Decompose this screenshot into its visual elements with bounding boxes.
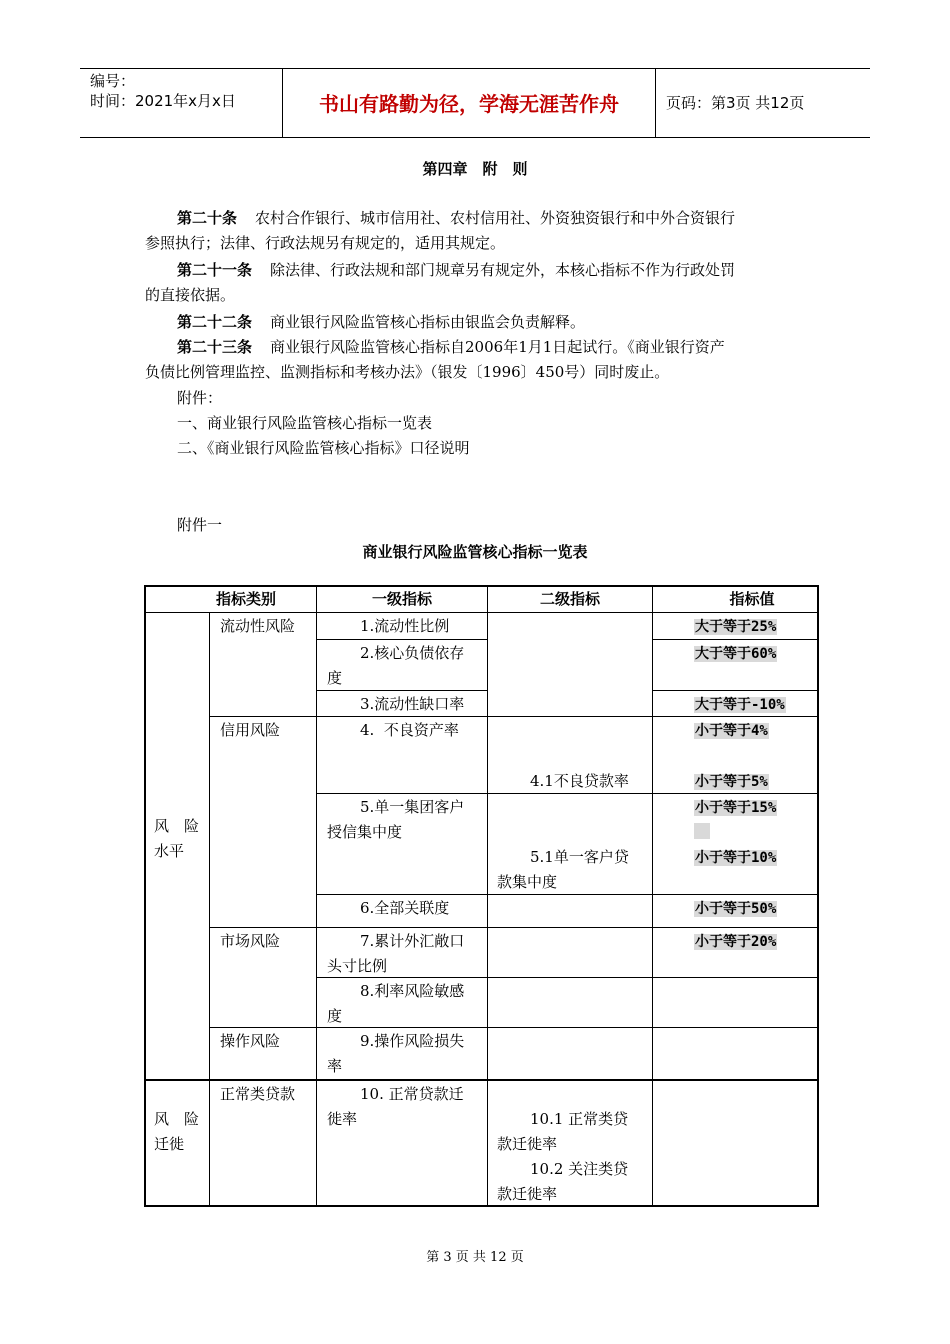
level1-line: 8.利率风险敏感 <box>360 982 465 1000</box>
chapter-title: 第四章 附 则 <box>422 160 528 178</box>
article-20 <box>145 206 817 256</box>
value-text: 小于等于10% <box>695 850 777 866</box>
level1-line: 头寸比例 <box>327 957 388 975</box>
article-number: 第二十条 <box>177 209 238 227</box>
value-text: 大于等于-10% <box>695 697 785 713</box>
group-label-line: 风 险 <box>154 817 200 835</box>
indicator-value <box>694 929 777 955</box>
header-value: 指标值 <box>729 590 775 608</box>
group-risk-level <box>154 814 206 864</box>
level1-indicator <box>327 641 483 691</box>
attachment-item-2: 二、《商业银行风险监管核心指标》口径说明 <box>177 439 470 457</box>
level1-indicator <box>327 795 483 845</box>
article-23 <box>145 335 817 385</box>
level2-indicator: 4.1不良贷款率 <box>530 772 629 790</box>
level1-line: 9.操作风险损失 <box>360 1032 465 1050</box>
article-text-cont: 负债比例管理监控、监测指标和考核办法》（银发〔1996〕450号）同时废止。 <box>145 363 670 381</box>
value-text: 小于等于5% <box>695 774 768 790</box>
attachment-item-1: 一、商业银行风险监管核心指标一览表 <box>177 414 433 432</box>
value-text: 小于等于4% <box>695 723 768 739</box>
category-credit: 信用风险 <box>220 721 281 739</box>
level1-line: 度 <box>327 1007 343 1025</box>
value-text: 小于等于50% <box>695 901 777 917</box>
article-text-cont: 的直接依据。 <box>145 286 236 304</box>
level1-line: 徙率 <box>327 1110 358 1128</box>
indicator-value <box>694 641 777 667</box>
group-risk-migration <box>154 1107 206 1157</box>
level1-indicator <box>327 929 483 979</box>
page-footer: 第 3 页 共 12 页 <box>426 1250 524 1265</box>
group-label-line: 风 险 <box>154 1110 200 1128</box>
header-level2: 二级指标 <box>539 590 600 608</box>
page-header <box>80 68 870 138</box>
level2-line: 款集中度 <box>497 873 558 891</box>
article-number: 第二十二条 <box>177 313 253 331</box>
level1-line: 率 <box>327 1057 343 1075</box>
level1-indicator: 3.流动性缺口率 <box>360 695 465 713</box>
article-number: 第二十三条 <box>177 338 253 356</box>
level1-indicator <box>327 1082 483 1132</box>
level2-line: 5.1单一客户贷 <box>530 848 629 866</box>
indicator-value <box>694 614 777 640</box>
article-text: 农村合作银行、城市信用社、农村信用社、外资独资银行和中外合资银行 <box>255 209 736 227</box>
header-page-cell <box>656 69 870 137</box>
level1-indicator: 4. 不良资产率 <box>360 721 459 739</box>
level2-line: 款迁徙率 <box>497 1185 558 1203</box>
indicator-table <box>144 585 819 1207</box>
level1-line: 7.累计外汇敞口 <box>360 932 465 950</box>
level1-indicator: 6.全部关联度 <box>360 899 450 917</box>
attachments-label: 附件： <box>177 389 223 407</box>
indicator-value <box>694 896 777 922</box>
article-text: 商业银行风险监管核心指标由银监会负责解释。 <box>270 313 586 331</box>
category-operational: 操作风险 <box>220 1032 281 1050</box>
attachments <box>145 386 817 461</box>
article-22 <box>145 310 817 335</box>
motto: 书山有路勤为径，学海无涯苦作舟 <box>319 92 619 116</box>
value-text: 小于等于20% <box>695 934 777 950</box>
level2-indicator <box>497 845 647 895</box>
level2-line: 10.1 正常类贷 <box>530 1110 629 1128</box>
header-motto-cell <box>282 69 656 137</box>
page-info: 页码：第3页 共12页 <box>666 94 805 112</box>
number-label: 编号： <box>90 72 136 90</box>
appendix-label-text: 附件一 <box>177 516 223 534</box>
header-category: 指标类别 <box>215 590 276 608</box>
indicator-value <box>694 692 786 718</box>
level2-indicator <box>497 1107 647 1207</box>
level1-line: 2.核心负债依存 <box>360 644 465 662</box>
level1-line: 10. 正常贷款迁 <box>360 1085 464 1103</box>
level1-line: 度 <box>327 669 343 687</box>
indicator-value <box>694 845 777 871</box>
indicator-value <box>694 795 777 821</box>
category-normal-loan: 正常类贷款 <box>220 1085 296 1103</box>
article-text: 除法律、行政法规和部门规章另有规定外，本核心指标不作为行政处罚 <box>270 261 736 279</box>
value-text: 大于等于60% <box>695 646 777 662</box>
article-number: 第二十一条 <box>177 261 253 279</box>
category-market: 市场风险 <box>220 932 281 950</box>
group-label-line: 水平 <box>154 842 185 860</box>
group-label-line: 迁徙 <box>154 1135 185 1153</box>
level1-indicator: 1.流动性比例 <box>360 617 450 635</box>
table-title: 商业银行风险监管核心指标一览表 <box>362 543 588 561</box>
indicator-value <box>694 718 769 744</box>
header-meta <box>80 69 282 137</box>
time-label: 时间：2021年x月x日 <box>90 92 236 110</box>
level1-indicator <box>327 1029 483 1079</box>
category-liquidity: 流动性风险 <box>220 617 296 635</box>
article-text-cont: 参照执行；法律、行政法规另有规定的，适用其规定。 <box>145 234 506 252</box>
value-text: 大于等于25% <box>695 619 777 635</box>
value-text: 小于等于15% <box>695 800 777 816</box>
highlight-mark <box>694 823 710 839</box>
indicator-value <box>694 769 769 795</box>
level1-line: 授信集中度 <box>327 823 403 841</box>
article-text: 商业银行风险监管核心指标自2006年1月1日起试行。《商业银行资产 <box>270 338 725 356</box>
level2-line: 款迁徙率 <box>497 1135 558 1153</box>
level1-indicator <box>327 979 483 1029</box>
header-level1: 一级指标 <box>371 590 432 608</box>
appendix-label <box>145 513 817 538</box>
article-21 <box>145 258 817 308</box>
level2-line: 10.2 关注类贷 <box>530 1160 629 1178</box>
level1-line: 5.单一集团客户 <box>360 798 465 816</box>
